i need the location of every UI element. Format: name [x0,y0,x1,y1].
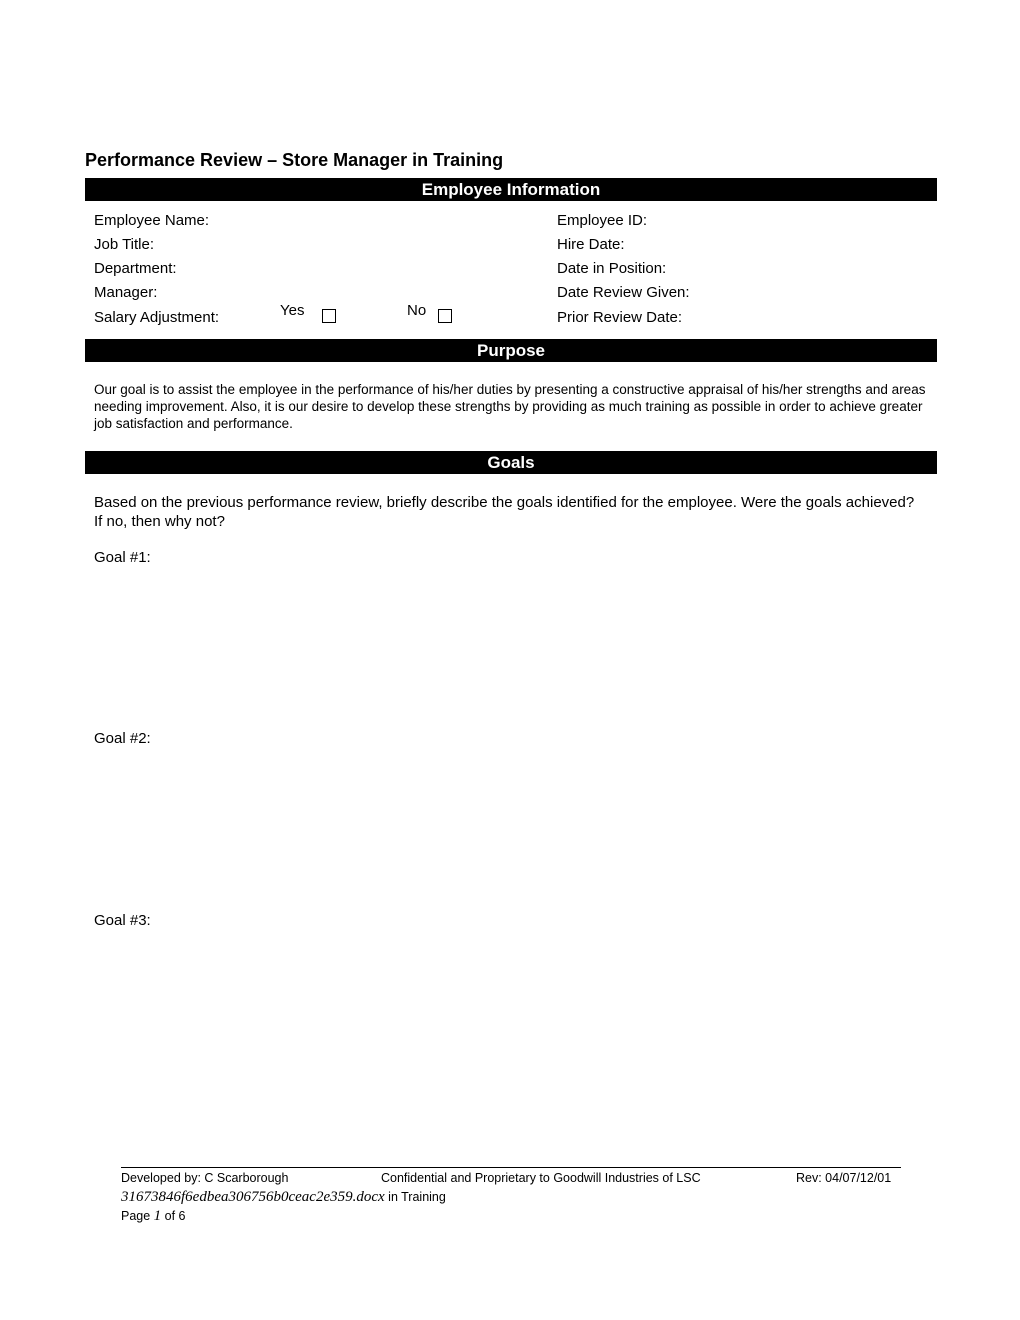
page-current: 1 [153,1208,162,1224]
footer-filename-suffix: in Training [384,1190,446,1204]
date-review-given-label: Date Review Given: [557,284,690,301]
manager-label: Manager: [94,284,158,301]
goal-3-label: Goal #3: [94,912,151,929]
section-header-purpose: Purpose [85,339,937,362]
date-in-position-label: Date in Position: [557,260,667,277]
footer-page-number [121,1207,186,1225]
footer-divider [121,1167,901,1168]
salary-adjustment-label: Salary Adjustment: [94,309,220,326]
no-label: No [407,302,427,319]
yes-label: Yes [280,302,305,319]
hire-date-label: Hire Date: [557,236,625,253]
department-label: Department: [94,260,177,277]
employee-name-label: Employee Name: [94,212,210,229]
section-header-goals: Goals [85,451,937,474]
page-prefix: Page [121,1209,154,1223]
yes-checkbox[interactable] [322,309,336,323]
section-header-employee-information: Employee Information [85,178,937,201]
footer-developed-by: Developed by: C Scarborough [121,1171,289,1185]
page-suffix: of 6 [161,1209,186,1223]
job-title-label: Job Title: [94,236,155,253]
footer-filename: 31673846f6edbea306756b0ceac2e359.docx [121,1189,385,1205]
footer-filename-line [121,1188,446,1206]
prior-review-date-label: Prior Review Date: [557,309,683,326]
purpose-text: Our goal is to assist the employee in the performance of his/her duties by presenting a constructive appraisal of his/her strengths and areas needing improvement. Also, it is our desire to develop these strengths by providing as much training as possible in order to achieve greater job satisfaction and performance. [94,382,926,431]
employee-id-label: Employee ID: [557,212,648,229]
goal-1-label: Goal #1: [94,549,151,566]
goal-2-label: Goal #2: [94,730,151,747]
footer-confidential: Confidential and Proprietary to Goodwill Industries of LSC [381,1171,701,1185]
goals-intro-text: Based on the previous performance review, briefly describe the goals identified for the employee. Were the goals achieved? If no, then why not? [94,494,915,530]
document-title: Performance Review – Store Manager in Training [85,150,504,170]
footer-revision: Rev: 04/07/12/01 [796,1171,892,1185]
no-checkbox[interactable] [438,309,452,323]
